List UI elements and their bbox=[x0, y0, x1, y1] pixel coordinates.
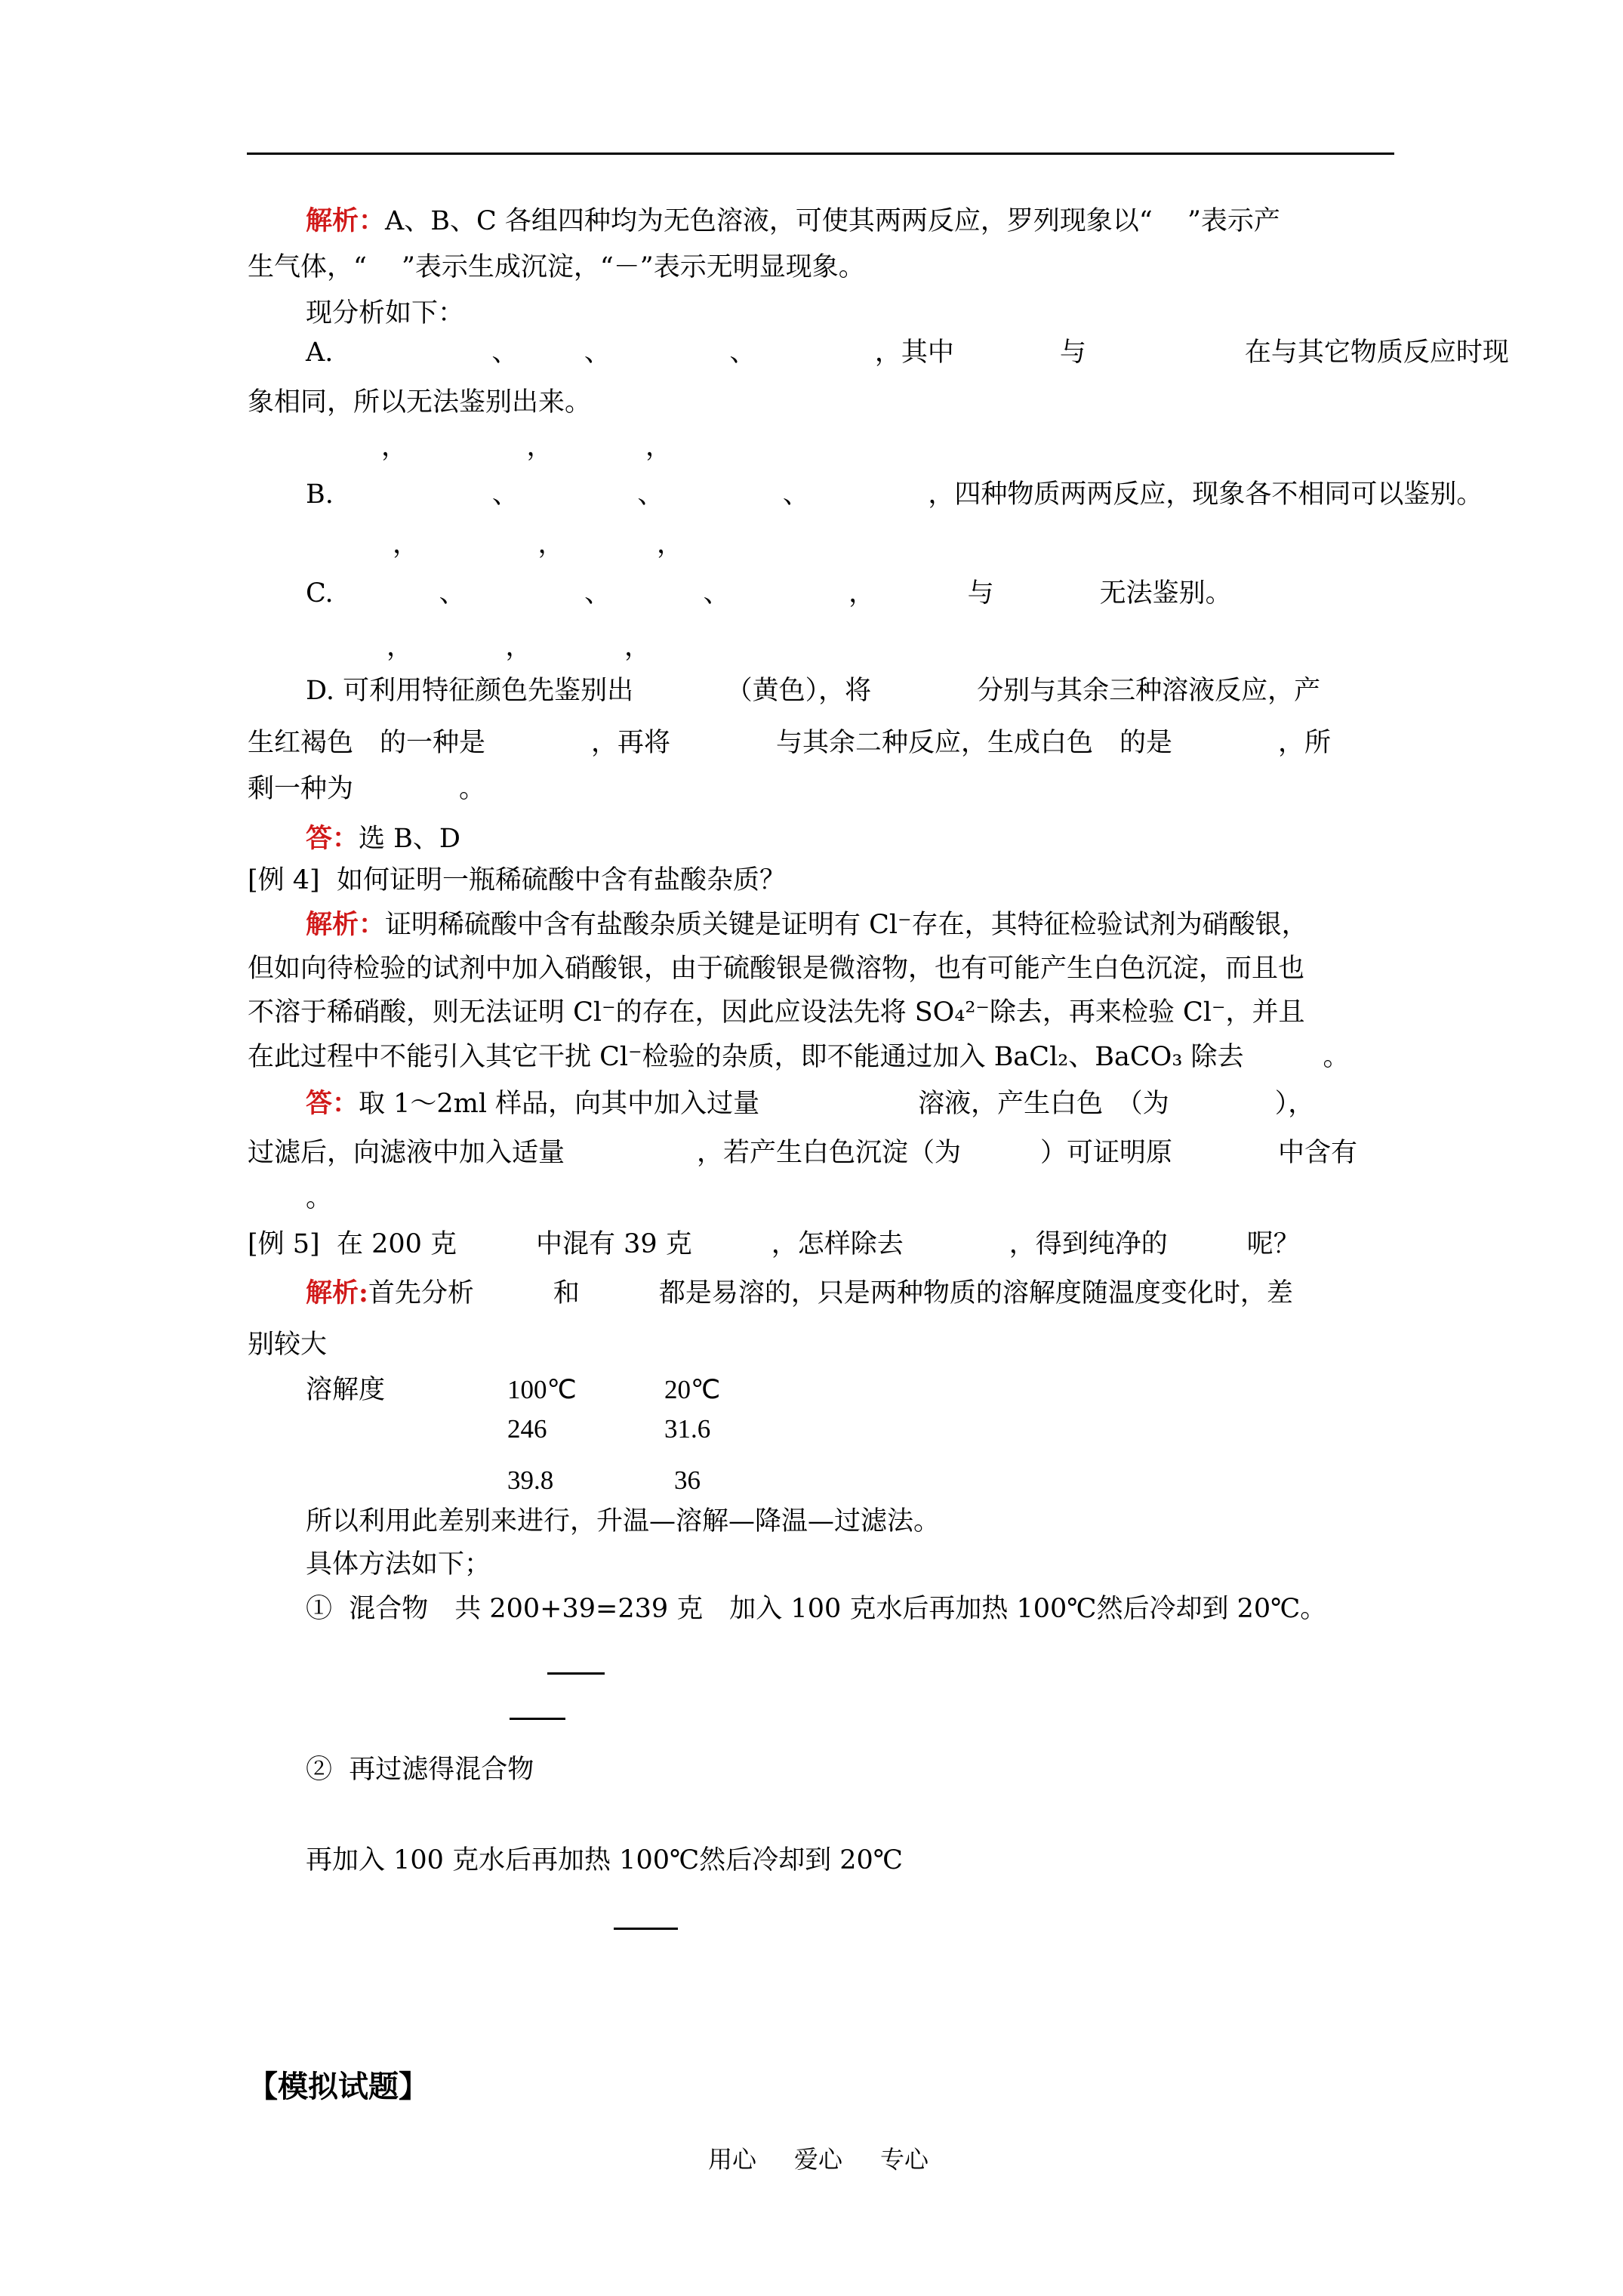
answer-line bbox=[306, 823, 460, 855]
item-c-line1: C. 、 、 、 ， 与 无法鉴别。 bbox=[306, 578, 1232, 609]
table-header-100: 100℃ bbox=[507, 1375, 577, 1404]
item-d-line2: 生红褐色 的一种是 ，再将 与其余二种反应，生成白色 的是 ，所 bbox=[248, 728, 1332, 758]
example4-title: [例 4] 如何证明一瓶稀硫酸中含有盐酸杂质？ bbox=[248, 865, 786, 895]
example5-line4: 具体方法如下； bbox=[306, 1549, 491, 1579]
analysis-label: 解析： bbox=[306, 205, 386, 236]
example4-answer-label: 答： bbox=[306, 1088, 359, 1119]
example4-answer-line2: 过滤后，向滤液中加入适量 ，若产生白色沉淀（为 ）可证明原 中含有 bbox=[248, 1138, 1358, 1168]
table-header-label: 溶解度 bbox=[306, 1375, 386, 1405]
example5-analysis-label: 解析: bbox=[306, 1277, 368, 1308]
header-rule bbox=[247, 153, 1394, 155]
example5-line2: 别较大 bbox=[248, 1330, 328, 1360]
item-d-line1: D. 可利用特征颜色先鉴别出 （黄色），将 分别与其余三种溶液反应，产 bbox=[306, 676, 1321, 706]
dash-line-2 bbox=[510, 1718, 565, 1720]
example5-title: [例 5] 在 200 克 中混有 39 克 ，怎样除去 ，得到纯净的 呢？ bbox=[248, 1229, 1300, 1259]
example4-answer-line1 bbox=[306, 1088, 1314, 1120]
example4-answer-line3: 。 bbox=[306, 1183, 333, 1213]
answer-text: 选 B、D bbox=[359, 824, 460, 854]
example5-text1: 首先分析 和 都是易溶的，只是两种物质的溶解度随温度变化时，差 bbox=[368, 1278, 1293, 1308]
footer-text-3: 专心 bbox=[880, 2145, 929, 2174]
answer-label: 答： bbox=[306, 823, 359, 854]
example4-line2: 但如向待检验的试剂中加入硝酸银，由于硫酸银是微溶物，也有可能产生白色沉淀，而且也 bbox=[248, 954, 1305, 984]
example4-line1 bbox=[306, 909, 1308, 941]
step2-line: ② 再过滤得混合物 bbox=[306, 1755, 534, 1785]
table-row1-100: 246 bbox=[507, 1414, 547, 1444]
para1-line2: 生气体，“ ”表示生成沉淀，“－”表示无明显现象。 bbox=[248, 252, 865, 282]
example4-analysis-label: 解析： bbox=[306, 909, 386, 940]
analysis-intro: 现分析如下： bbox=[306, 298, 465, 328]
table-row1-20: 31.6 bbox=[664, 1414, 711, 1444]
item-b-line1: B. 、 、 、 ，四种物质两两反应，现象各不相同可以鉴别。 bbox=[306, 479, 1483, 510]
example4-line4: 在此过程中不能引入其它干扰 Cl⁻检验的杂质，即不能通过加入 BaCl₂、BaCO₃ 除去 。 bbox=[248, 1042, 1350, 1072]
example4-text1: 证明稀硫酸中含有盐酸杂质关键是证明有 Cl⁻存在，其特征检验试剂为硝酸银， bbox=[385, 910, 1308, 940]
item-d-line3: 剩一种为 。 bbox=[248, 774, 486, 804]
step1-line: ① 混合物 共 200+39=239 克 加入 100 克水后再加热 100℃然后冷却到 20℃。 bbox=[306, 1594, 1327, 1624]
dash-line-1 bbox=[547, 1672, 605, 1675]
item-a-line3: ， ， ， bbox=[381, 432, 673, 462]
para1-line1 bbox=[306, 205, 1280, 237]
item-b-line2: ， ， ， bbox=[393, 529, 684, 559]
table-header-20: 20℃ bbox=[664, 1375, 721, 1404]
example4-answer-text1: 取 1～2ml 样品，向其中加入过量 溶液，产生白色 （为 ）， bbox=[359, 1089, 1315, 1119]
table-row2-20: 36 bbox=[674, 1465, 701, 1495]
example4-line3: 不溶于稀硝酸，则无法证明 Cl⁻的存在，因此应设法先将 SO₄²⁻除去，再来检验 Cl⁻，并且 bbox=[248, 997, 1305, 1028]
item-c-line2: ， ， ， bbox=[387, 632, 651, 662]
example5-line1 bbox=[306, 1277, 1293, 1309]
para1-text1: A、B、C 各组四种均为无色溶液，可使其两两反应，罗列现象以“ ”表示产 bbox=[385, 206, 1280, 236]
footer-text-2: 爱心 bbox=[794, 2145, 843, 2174]
item-a-line2: 象相同，所以无法鉴别出来。 bbox=[248, 387, 592, 418]
table-row2-100: 39.8 bbox=[507, 1465, 554, 1495]
section-title: 【模拟试题】 bbox=[248, 2069, 429, 2104]
footer-text-1: 用心 bbox=[708, 2145, 757, 2174]
example5-line3: 所以利用此差别来进行，升温—溶解—降温—过滤法。 bbox=[306, 1506, 941, 1536]
dash-line-3 bbox=[614, 1928, 678, 1930]
step2b-line: 再加入 100 克水后再加热 100℃然后冷却到 20℃ bbox=[306, 1845, 903, 1875]
item-a-line1: A. 、 、 、 ，其中 与 在与其它物质反应时现 bbox=[306, 337, 1509, 368]
